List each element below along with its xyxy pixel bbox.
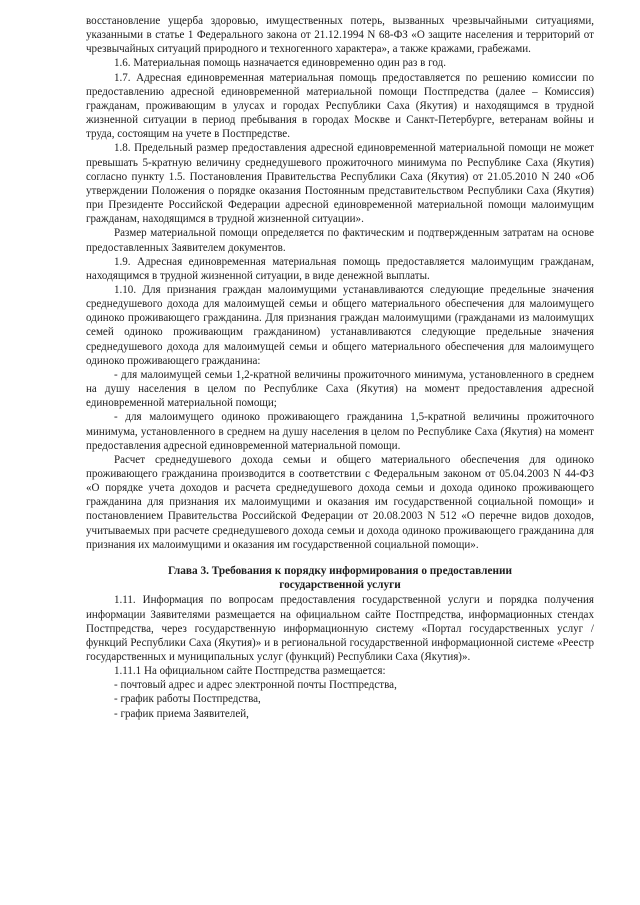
chapter-heading	[86, 564, 594, 592]
document-body-top	[86, 14, 594, 552]
paragraph: 1.9. Адресная единовременная материальная помощь предоставляется малоимущим гражданам, находящимся в трудной жизненной ситуации, в виде денежной выплаты.	[86, 255, 594, 282]
paragraph: 1.8. Предельный размер предоставления адресной единовременной материальной помощи не может превышать 5-кратную величину среднедушевого прожиточного минимума по Республике Саха (Якутия) согласно пункту 1.5. Постановления Правительства Республики Саха (Якутия) от 21.05.2010 N 240 «Об утверждении Положения о порядке оказания Постоянным представительством Республики Саха (Якутия) при Президенте Российской Федерации адресной единовременной материальной помощи малоимущим гражданам, находящимся в трудной жизненной ситуации».	[86, 142, 594, 226]
paragraph: - график работы Постпредства,	[114, 693, 261, 706]
chapter-heading-line-1: Глава 3. Требования к порядку информирования о предоставлении	[168, 564, 512, 577]
paragraph: Расчет среднедушевого дохода семьи и общего материального обеспечения для одиноко проживающего гражданина производится в соответствии с Федеральным законом от 05.04.2003 N 44-ФЗ «О порядке учета доходов и расчета среднедушевого дохода семьи и дохода одиноко проживающего гражданина для признания их малоимущими и оказания им государственной социальной помощи» и постановлением Правительства Российской Федерации от 20.08.2003 N 512 «О перечне видов доходов, учитываемых при расчете среднедушевого дохода семьи и дохода одиноко проживающего гражданина для признания их малоимущими и оказания им государственной социальной помощи».	[86, 453, 594, 551]
paragraph: - почтовый адрес и адрес электронной почты Постпредства,	[114, 679, 397, 692]
document-body-bottom	[86, 593, 594, 720]
paragraph: Размер материальной помощи определяется по фактическим и подтвержденным затратам на основе предоставленных Заявителем документов.	[86, 227, 594, 254]
paragraph: 1.11. Информация по вопросам предоставления государственной услуги и порядка получения информации Заявителями размещается на официальном сайте Постпредства, информационных стендах Постпредства, через государственную информационную систему «Портал государственных услуг / функций Республики Саха (Якутия)» и в региональной государственной информационной системе «Реестр государственных и муниципальных услуг (функций) Республики Саха (Якутия)».	[86, 594, 594, 663]
paragraph: - график приема Заявителей,	[114, 707, 249, 720]
paragraph: 1.6. Материальная помощь назначается единовременно один раз в год.	[114, 57, 446, 70]
paragraph: - для малоимущего одиноко проживающего гражданина 1,5-кратной величины прожиточного минимума, установленного в среднем на душу населения в целом по Республике Саха (Якутия) на момент предоставления адресной единовременной материальной помощи.	[86, 411, 594, 452]
chapter-heading-line-2: государственной услуги	[279, 579, 401, 592]
paragraph: 1.10. Для признания граждан малоимущими устанавливаются следующие предельные значения среднедушевого дохода для малоимущей семьи и общего материального обеспечения для малоимущего одиноко проживающего гражданина. Для признания граждан малоимущими (гражданами из малоимущих семей одиноко проживающим гражданином) устанавливаются следующие предельные значения среднедушевого дохода для малоимущей семьи и общего материального обеспечения для малоимущего одиноко проживающего гражданина:	[86, 283, 594, 367]
paragraph: 1.7. Адресная единовременная материальная помощь предоставляется по решению комиссии по предоставлению адресной единовременной материальной помощи Постпредства (далее – Комиссия) гражданам, проживающим в улусах и городах Республики Саха (Якутия) и находящимся в трудной жизненной ситуации в период пребывания в городах Москве и Санкт-Петербурге, ветеранам войны и труда, состоящим на учете в Постпредстве.	[86, 71, 594, 141]
paragraph: - для малоимущей семьи 1,2-кратной величины прожиточного минимума, установленного в среднем на душу населения в целом по Республике Саха (Якутия) на момент предоставления адресной единовременной материальной помощи;	[86, 368, 594, 410]
paragraph: 1.11.1 На официальном сайте Постпредства размещается:	[114, 665, 386, 678]
paragraph: восстановление ущерба здоровью, имущественных потерь, вызванных чрезвычайными ситуациями, указанными в статье 1 Федерального закона от 21.12.1994 N 68-ФЗ «О защите населения и территорий от чрезвычайных ситуаций природного и техногенного характера», а также кражами, грабежами.	[86, 15, 594, 56]
